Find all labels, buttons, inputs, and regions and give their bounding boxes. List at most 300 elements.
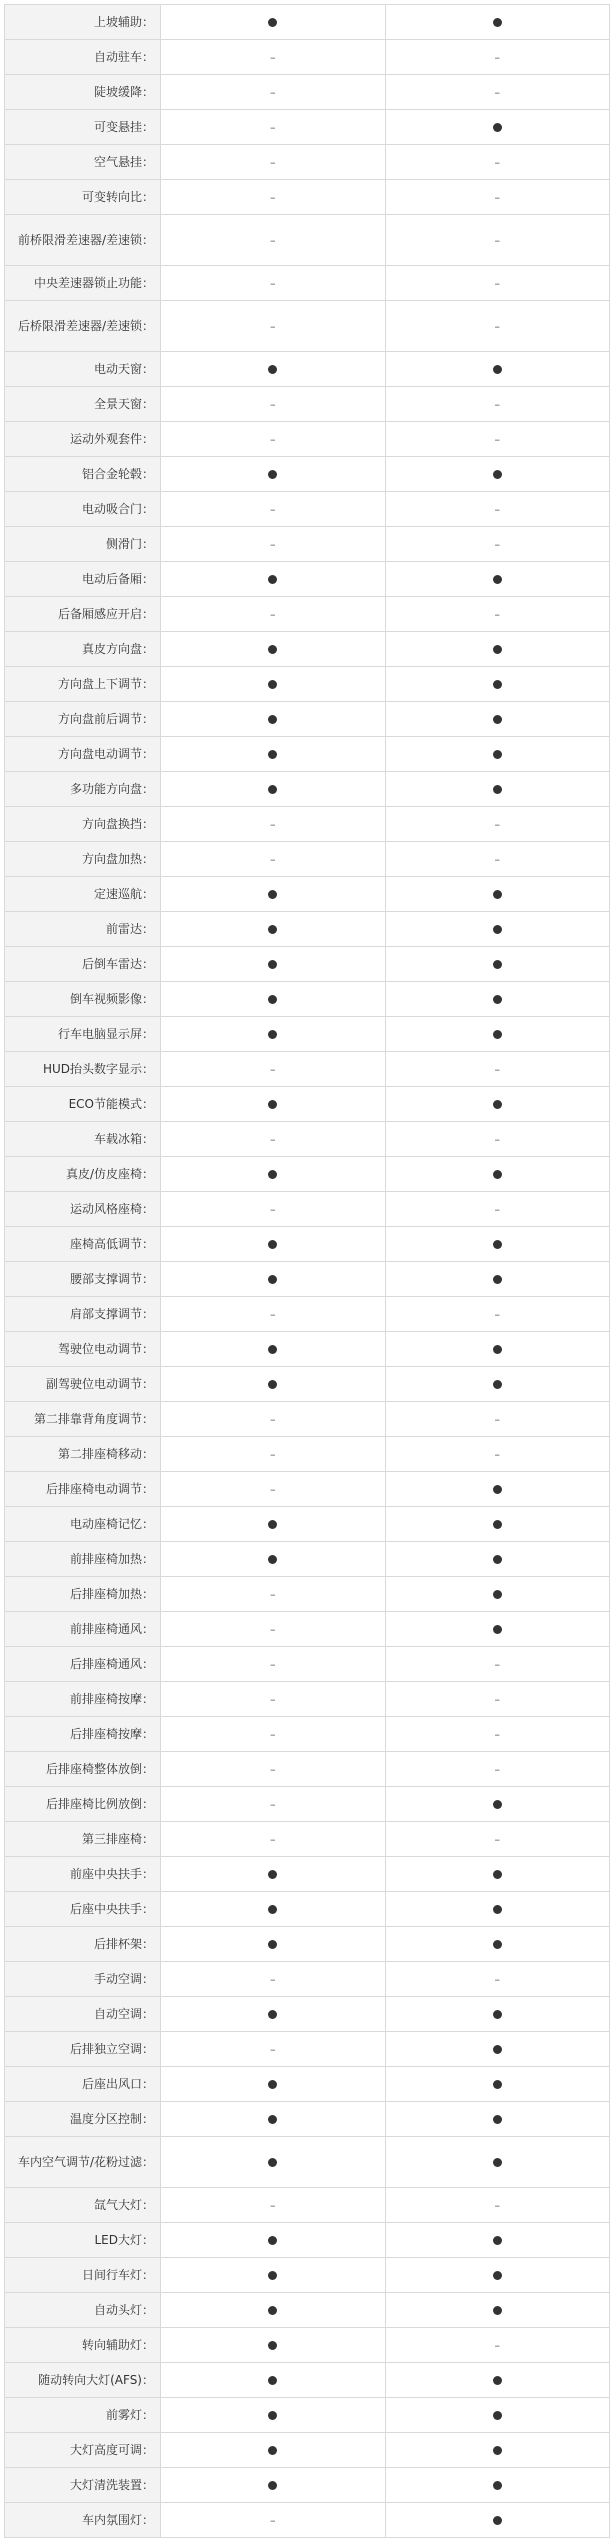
feature-label: 后排座椅比例放倒： — [5, 1787, 161, 1822]
config-2-value-cell — [385, 1052, 610, 1087]
standard-dot-icon — [493, 645, 502, 654]
config-1-value-cell — [161, 842, 386, 877]
config-1-value-cell — [161, 2328, 386, 2363]
none-dash-icon: – — [494, 818, 500, 831]
config-1-value-cell — [161, 352, 386, 387]
config-1-value-cell — [161, 2363, 386, 2398]
table-row — [5, 301, 610, 352]
standard-dot-icon — [493, 2010, 502, 2019]
none-dash-icon: – — [270, 1483, 276, 1496]
config-1-value-cell — [161, 1227, 386, 1262]
feature-label: 前雷达： — [5, 912, 161, 947]
none-dash-icon: – — [270, 1133, 276, 1146]
config-1-value-cell — [161, 215, 386, 266]
feature-label: 前座中央扶手： — [5, 1857, 161, 1892]
standard-dot-icon — [268, 645, 277, 654]
table-row — [5, 352, 610, 387]
spec-table — [4, 4, 610, 2538]
table-row — [5, 2468, 610, 2503]
standard-dot-icon — [493, 1485, 502, 1494]
config-2-value-cell — [385, 1367, 610, 1402]
feature-label: 后座中央扶手： — [5, 1892, 161, 1927]
feature-label: 后座出风口： — [5, 2067, 161, 2102]
config-1-value-cell — [161, 1262, 386, 1297]
config-1-value-cell — [161, 145, 386, 180]
none-dash-icon: – — [270, 234, 276, 247]
feature-label: 运动外观套件： — [5, 422, 161, 457]
none-dash-icon: – — [270, 1448, 276, 1461]
config-1-value-cell — [161, 597, 386, 632]
config-1-value-cell — [161, 1787, 386, 1822]
table-row — [5, 2188, 610, 2223]
table-row — [5, 527, 610, 562]
config-2-value-cell — [385, 180, 610, 215]
standard-dot-icon — [493, 2306, 502, 2315]
table-row — [5, 2433, 610, 2468]
config-2-value-cell — [385, 1437, 610, 1472]
standard-dot-icon — [493, 1555, 502, 1564]
feature-label: 前桥限滑差速器/差速锁： — [5, 215, 161, 266]
config-1-value-cell — [161, 2137, 386, 2188]
none-dash-icon: – — [270, 2514, 276, 2527]
config-1-value-cell — [161, 1542, 386, 1577]
standard-dot-icon — [493, 1170, 502, 1179]
standard-dot-icon — [493, 1590, 502, 1599]
table-row — [5, 1297, 610, 1332]
none-dash-icon: – — [494, 1308, 500, 1321]
table-row — [5, 422, 610, 457]
config-2-value-cell — [385, 1927, 610, 1962]
standard-dot-icon — [268, 1170, 277, 1179]
config-1-value-cell — [161, 2102, 386, 2137]
table-row — [5, 1052, 610, 1087]
none-dash-icon: – — [494, 433, 500, 446]
none-dash-icon: – — [270, 1658, 276, 1671]
config-1-value-cell — [161, 702, 386, 737]
feature-label: 定速巡航： — [5, 877, 161, 912]
standard-dot-icon — [493, 925, 502, 934]
config-1-value-cell — [161, 301, 386, 352]
config-2-value-cell — [385, 1087, 610, 1122]
none-dash-icon: – — [270, 1623, 276, 1636]
config-1-value-cell — [161, 1647, 386, 1682]
config-2-value-cell — [385, 2067, 610, 2102]
none-dash-icon: – — [494, 86, 500, 99]
standard-dot-icon — [268, 2341, 277, 2350]
config-1-value-cell — [161, 1857, 386, 1892]
config-1-value-cell — [161, 1927, 386, 1962]
table-row — [5, 1227, 610, 1262]
feature-label: 电动天窗： — [5, 352, 161, 387]
standard-dot-icon — [493, 2411, 502, 2420]
none-dash-icon: – — [270, 320, 276, 333]
standard-dot-icon — [493, 575, 502, 584]
table-row — [5, 180, 610, 215]
standard-dot-icon — [268, 1905, 277, 1914]
standard-dot-icon — [268, 1555, 277, 1564]
none-dash-icon: – — [494, 1693, 500, 1706]
standard-dot-icon — [268, 575, 277, 584]
table-row — [5, 1542, 610, 1577]
table-row — [5, 1507, 610, 1542]
table-row — [5, 632, 610, 667]
none-dash-icon: – — [270, 51, 276, 64]
standard-dot-icon — [493, 1030, 502, 1039]
config-2-value-cell — [385, 527, 610, 562]
table-row — [5, 1892, 610, 1927]
config-1-value-cell — [161, 2032, 386, 2067]
feature-label: 真皮方向盘： — [5, 632, 161, 667]
table-row — [5, 110, 610, 145]
feature-label: 方向盘换挡： — [5, 807, 161, 842]
table-row — [5, 667, 610, 702]
config-2-value-cell — [385, 2503, 610, 2538]
feature-label: LED大灯： — [5, 2223, 161, 2258]
table-row — [5, 1752, 610, 1787]
feature-label: 大灯高度可调： — [5, 2433, 161, 2468]
config-2-value-cell — [385, 2328, 610, 2363]
config-2-value-cell — [385, 1192, 610, 1227]
none-dash-icon: – — [270, 1763, 276, 1776]
none-dash-icon: – — [494, 538, 500, 551]
table-row — [5, 266, 610, 301]
standard-dot-icon — [268, 890, 277, 899]
none-dash-icon: – — [270, 1308, 276, 1321]
config-1-value-cell — [161, 1822, 386, 1857]
config-1-value-cell — [161, 422, 386, 457]
standard-dot-icon — [493, 680, 502, 689]
table-row — [5, 1647, 610, 1682]
standard-dot-icon — [493, 715, 502, 724]
table-row — [5, 1157, 610, 1192]
config-2-value-cell — [385, 1332, 610, 1367]
config-1-value-cell — [161, 1332, 386, 1367]
standard-dot-icon — [268, 2481, 277, 2490]
none-dash-icon: – — [494, 2199, 500, 2212]
standard-dot-icon — [493, 1520, 502, 1529]
config-1-value-cell — [161, 2503, 386, 2538]
config-2-value-cell — [385, 632, 610, 667]
config-1-value-cell — [161, 75, 386, 110]
feature-label: 前排座椅通风： — [5, 1612, 161, 1647]
config-1-value-cell — [161, 5, 386, 40]
feature-label: 自动空调： — [5, 1997, 161, 2032]
standard-dot-icon — [493, 470, 502, 479]
none-dash-icon: – — [494, 1973, 500, 1986]
table-row — [5, 457, 610, 492]
none-dash-icon: – — [270, 538, 276, 551]
feature-label: 第三排座椅： — [5, 1822, 161, 1857]
none-dash-icon: – — [494, 1728, 500, 1741]
table-row — [5, 1472, 610, 1507]
standard-dot-icon — [268, 1345, 277, 1354]
standard-dot-icon — [493, 1800, 502, 1809]
table-row — [5, 2067, 610, 2102]
table-row — [5, 1717, 610, 1752]
standard-dot-icon — [493, 2516, 502, 2525]
config-2-value-cell — [385, 266, 610, 301]
none-dash-icon: – — [494, 1833, 500, 1846]
standard-dot-icon — [268, 1030, 277, 1039]
none-dash-icon: – — [270, 1833, 276, 1846]
config-2-value-cell — [385, 842, 610, 877]
config-1-value-cell — [161, 2223, 386, 2258]
none-dash-icon: – — [494, 191, 500, 204]
table-row — [5, 1262, 610, 1297]
config-1-value-cell — [161, 1892, 386, 1927]
standard-dot-icon — [268, 365, 277, 374]
config-1-value-cell — [161, 492, 386, 527]
config-2-value-cell — [385, 75, 610, 110]
table-row — [5, 2223, 610, 2258]
table-row — [5, 947, 610, 982]
standard-dot-icon — [268, 2158, 277, 2167]
standard-dot-icon — [268, 18, 277, 27]
standard-dot-icon — [493, 2158, 502, 2167]
none-dash-icon: – — [270, 503, 276, 516]
feature-label: 可变悬挂： — [5, 110, 161, 145]
table-row — [5, 40, 610, 75]
config-1-value-cell — [161, 667, 386, 702]
config-1-value-cell — [161, 110, 386, 145]
feature-label: 转向辅助灯： — [5, 2328, 161, 2363]
config-2-value-cell — [385, 422, 610, 457]
table-row — [5, 75, 610, 110]
table-row — [5, 2293, 610, 2328]
none-dash-icon: – — [270, 191, 276, 204]
feature-label: 第二排座椅移动： — [5, 1437, 161, 1472]
config-2-value-cell — [385, 982, 610, 1017]
none-dash-icon: – — [494, 277, 500, 290]
feature-label: 方向盘电动调节： — [5, 737, 161, 772]
feature-label: 氙气大灯： — [5, 2188, 161, 2223]
config-2-value-cell — [385, 352, 610, 387]
table-row — [5, 702, 610, 737]
feature-label: 倒车视频影像： — [5, 982, 161, 1017]
feature-label: 前排座椅按摩： — [5, 1682, 161, 1717]
feature-label: 后排座椅电动调节： — [5, 1472, 161, 1507]
none-dash-icon: – — [494, 51, 500, 64]
feature-label: 运动风格座椅： — [5, 1192, 161, 1227]
none-dash-icon: – — [494, 1063, 500, 1076]
config-2-value-cell — [385, 1822, 610, 1857]
table-row — [5, 1927, 610, 1962]
table-row — [5, 1857, 610, 1892]
standard-dot-icon — [268, 750, 277, 759]
standard-dot-icon — [268, 2376, 277, 2385]
config-2-value-cell — [385, 912, 610, 947]
config-1-value-cell — [161, 1087, 386, 1122]
config-2-value-cell — [385, 1297, 610, 1332]
config-1-value-cell — [161, 180, 386, 215]
config-1-value-cell — [161, 1962, 386, 1997]
standard-dot-icon — [493, 785, 502, 794]
table-row — [5, 737, 610, 772]
standard-dot-icon — [268, 1380, 277, 1389]
config-1-value-cell — [161, 2188, 386, 2223]
table-row — [5, 387, 610, 422]
config-1-value-cell — [161, 1682, 386, 1717]
table-row — [5, 1822, 610, 1857]
config-1-value-cell — [161, 1402, 386, 1437]
feature-label: 车载冰箱： — [5, 1122, 161, 1157]
feature-label: 车内氛围灯： — [5, 2503, 161, 2538]
config-1-value-cell — [161, 1122, 386, 1157]
config-1-value-cell — [161, 1507, 386, 1542]
feature-label: 后倒车雷达： — [5, 947, 161, 982]
standard-dot-icon — [268, 2271, 277, 2280]
standard-dot-icon — [493, 18, 502, 27]
config-2-value-cell — [385, 2468, 610, 2503]
table-row — [5, 912, 610, 947]
none-dash-icon: – — [270, 2199, 276, 2212]
config-2-value-cell — [385, 1892, 610, 1927]
config-1-value-cell — [161, 1367, 386, 1402]
standard-dot-icon — [493, 2481, 502, 2490]
standard-dot-icon — [268, 1240, 277, 1249]
feature-label: 座椅高低调节： — [5, 1227, 161, 1262]
none-dash-icon: – — [494, 398, 500, 411]
config-1-value-cell — [161, 1717, 386, 1752]
feature-label: 后排杯架： — [5, 1927, 161, 1962]
feature-label: 副驾驶位电动调节： — [5, 1367, 161, 1402]
standard-dot-icon — [493, 1380, 502, 1389]
feature-label: 行车电脑显示屏： — [5, 1017, 161, 1052]
none-dash-icon: – — [270, 1728, 276, 1741]
none-dash-icon: – — [270, 1413, 276, 1426]
feature-label: 前雾灯： — [5, 2398, 161, 2433]
none-dash-icon: – — [270, 608, 276, 621]
feature-label: 车内空气调节/花粉过滤： — [5, 2137, 161, 2188]
none-dash-icon: – — [270, 277, 276, 290]
table-row — [5, 597, 610, 632]
standard-dot-icon — [493, 1870, 502, 1879]
config-1-value-cell — [161, 2293, 386, 2328]
table-row — [5, 1437, 610, 1472]
table-row — [5, 2258, 610, 2293]
none-dash-icon: – — [270, 121, 276, 134]
config-2-value-cell — [385, 1997, 610, 2032]
none-dash-icon: – — [494, 320, 500, 333]
config-2-value-cell — [385, 215, 610, 266]
config-1-value-cell — [161, 912, 386, 947]
table-row — [5, 2363, 610, 2398]
feature-label: 第二排靠背角度调节： — [5, 1402, 161, 1437]
config-1-value-cell — [161, 947, 386, 982]
config-2-value-cell — [385, 1612, 610, 1647]
config-1-value-cell — [161, 1752, 386, 1787]
feature-label: 方向盘加热： — [5, 842, 161, 877]
config-2-value-cell — [385, 1857, 610, 1892]
config-2-value-cell — [385, 1752, 610, 1787]
feature-label: 自动头灯： — [5, 2293, 161, 2328]
standard-dot-icon — [493, 750, 502, 759]
config-2-value-cell — [385, 877, 610, 912]
feature-label: 后备厢感应开启： — [5, 597, 161, 632]
standard-dot-icon — [493, 1275, 502, 1284]
standard-dot-icon — [268, 960, 277, 969]
standard-dot-icon — [268, 2010, 277, 2019]
feature-label: 上坡辅助： — [5, 5, 161, 40]
config-2-value-cell — [385, 2032, 610, 2067]
feature-label: 前排座椅加热： — [5, 1542, 161, 1577]
standard-dot-icon — [268, 995, 277, 1004]
config-2-value-cell — [385, 2433, 610, 2468]
config-1-value-cell — [161, 772, 386, 807]
config-2-value-cell — [385, 1962, 610, 1997]
standard-dot-icon — [493, 2376, 502, 2385]
none-dash-icon: – — [270, 1798, 276, 1811]
config-1-value-cell — [161, 877, 386, 912]
standard-dot-icon — [493, 365, 502, 374]
config-1-value-cell — [161, 1997, 386, 2032]
config-2-value-cell — [385, 492, 610, 527]
none-dash-icon: – — [270, 2043, 276, 2056]
table-row — [5, 1332, 610, 1367]
standard-dot-icon — [493, 1100, 502, 1109]
standard-dot-icon — [493, 1940, 502, 1949]
feature-label: 侧滑门： — [5, 527, 161, 562]
standard-dot-icon — [268, 2236, 277, 2245]
config-2-value-cell — [385, 2398, 610, 2433]
config-1-value-cell — [161, 562, 386, 597]
none-dash-icon: – — [270, 1588, 276, 1601]
table-row — [5, 1087, 610, 1122]
standard-dot-icon — [493, 960, 502, 969]
spec-table-body — [5, 5, 610, 2538]
table-row — [5, 1577, 610, 1612]
standard-dot-icon — [493, 2446, 502, 2455]
table-row — [5, 1962, 610, 1997]
feature-label: 空气悬挂： — [5, 145, 161, 180]
none-dash-icon: – — [494, 1133, 500, 1146]
table-row — [5, 982, 610, 1017]
config-2-value-cell — [385, 947, 610, 982]
standard-dot-icon — [493, 2115, 502, 2124]
config-2-value-cell — [385, 667, 610, 702]
config-2-value-cell — [385, 40, 610, 75]
feature-label: 后排座椅加热： — [5, 1577, 161, 1612]
config-1-value-cell — [161, 266, 386, 301]
config-1-value-cell — [161, 1577, 386, 1612]
table-row — [5, 877, 610, 912]
feature-label: 电动后备厢： — [5, 562, 161, 597]
feature-label: 随动转向大灯(AFS)： — [5, 2363, 161, 2398]
feature-label: 方向盘前后调节： — [5, 702, 161, 737]
table-row — [5, 772, 610, 807]
standard-dot-icon — [268, 1100, 277, 1109]
none-dash-icon: – — [494, 156, 500, 169]
none-dash-icon: – — [270, 1063, 276, 1076]
feature-label: 全景天窗： — [5, 387, 161, 422]
config-2-value-cell — [385, 2137, 610, 2188]
config-1-value-cell — [161, 40, 386, 75]
table-row — [5, 1367, 610, 1402]
feature-label: 温度分区控制： — [5, 2102, 161, 2137]
config-2-value-cell — [385, 1122, 610, 1157]
feature-label: 后排独立空调： — [5, 2032, 161, 2067]
none-dash-icon: – — [494, 1413, 500, 1426]
config-1-value-cell — [161, 2468, 386, 2503]
config-2-value-cell — [385, 702, 610, 737]
standard-dot-icon — [493, 123, 502, 132]
standard-dot-icon — [268, 2306, 277, 2315]
config-2-value-cell — [385, 772, 610, 807]
feature-label: 后排座椅按摩： — [5, 1717, 161, 1752]
config-1-value-cell — [161, 387, 386, 422]
feature-label: 铝合金轮毂： — [5, 457, 161, 492]
none-dash-icon: – — [270, 1693, 276, 1706]
